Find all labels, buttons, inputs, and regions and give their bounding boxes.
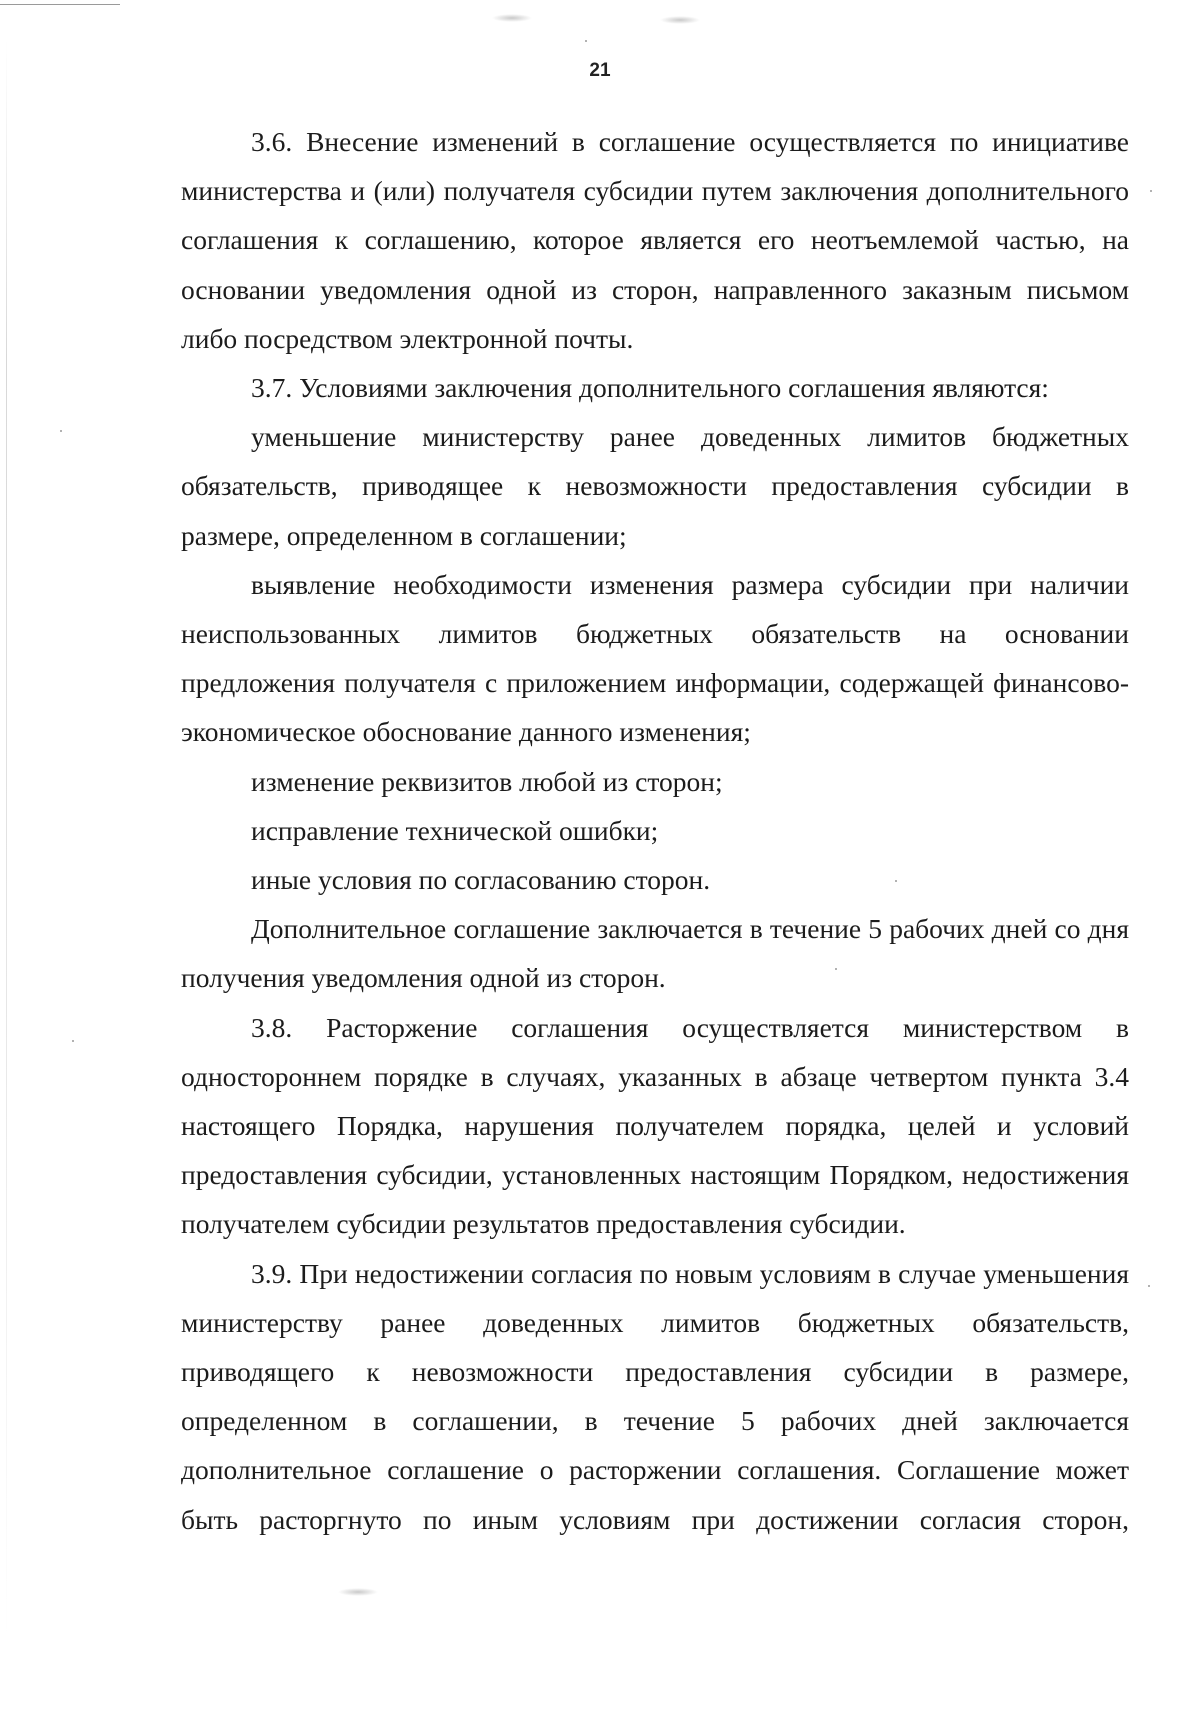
paragraph-3-7-term: Дополнительное соглашение заключается в течение 5 рабочих дней со дня получения уведомления одной из сторон. [181,913,1129,994]
scan-artifact-smudge [660,16,700,24]
paragraph-3-6: 3.6. Внесение изменений в соглашение осуществляется по инициативе министерства и (или) получателя субсидии путем заключения дополнительного соглашения к соглашению, которое является его неотъемлемой частью, на основании уведомления одной из сторон, направленного заказным письмом либо посредством электронной почты. [181,126,1129,354]
scan-artifact-smudge [492,14,532,22]
scan-artifact-speck [1148,1285,1150,1287]
document-body [181,117,1129,1544]
scan-artifact-speck [585,40,587,42]
scan-artifact-speck [1150,190,1152,192]
scan-artifact-speck [72,1040,74,1042]
paragraph-3-7-condition-technical-error: исправление технической ошибки; [251,814,659,846]
paragraph-3-7-condition-other: иные условия по согласованию сторон. [251,864,711,896]
paragraph-3-8: 3.8. Расторжение соглашения осуществляется министерством в одностороннем порядке в случаях, указанных в абзаце четвертом пункта 3.4 настоящего Порядка, нарушения получателем порядка, целей и условий предоставления субсидии, установленных настоящим Порядком, недостижения получателем субсидии результатов предоставления субсидии. [181,1011,1129,1240]
scan-artifact-line [0,4,120,5]
paragraph-3-7-condition-requisites: изменение реквизитов любой из сторон; [251,765,723,797]
page-number: 21 [589,60,611,81]
paragraph-3-7: 3.7. Условиями заключения дополнительного соглашения являются: [251,372,1049,404]
scan-artifact-edge [6,40,7,1640]
scan-artifact-speck [60,430,62,432]
paragraph-3-7-condition-budget-reduction: уменьшение министерству ранее доведенных лимитов бюджетных обязательств, приводящее к невозможности предоставления субсидии в размере, определенном в соглашении; [181,421,1129,551]
scan-artifact-smudge [338,1588,378,1596]
paragraph-3-7-condition-size-change: выявление необходимости изменения размера субсидии при наличии неиспользованных лимитов бюджетных обязательств на основании предложения получателя с приложением информации, содержащей финансово-экономическое обоснование данного изменения; [181,568,1129,748]
paragraph-3-9: 3.9. При недостижении согласия по новым условиям в случае уменьшения министерству ранее доведенных лимитов бюджетных обязательств, приводящего к невозможности предоставления субсидии в размере, определенном в соглашении, в течение 5 рабочих дней заключается дополнительное соглашение о расторжении соглашения. Соглашение может быть расторгнуто по иным условиям при достижении согласия сторон, [181,1257,1129,1535]
